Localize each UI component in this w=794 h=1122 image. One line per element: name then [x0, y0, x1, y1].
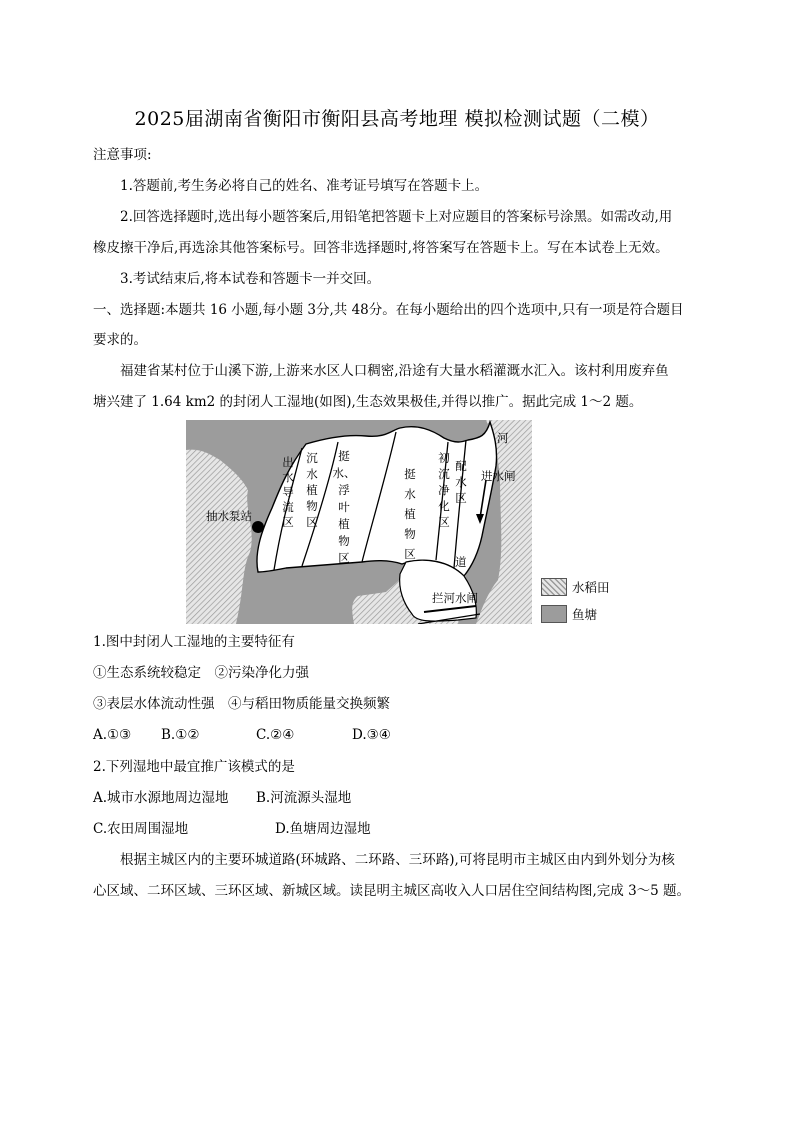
wetland-map: [186, 420, 532, 624]
zone-label-char: 化: [438, 499, 450, 513]
zone-label-char: 初: [438, 451, 450, 465]
road-label: 道: [455, 555, 467, 569]
zone-label-char: 浮: [338, 483, 350, 497]
notice-heading: 注意事项:: [93, 147, 152, 163]
legend-pond-label: 鱼塘: [572, 607, 598, 622]
question-1-stem: 1.图中封闭人工湿地的主要特征有: [93, 634, 295, 650]
passage-1-line-2: 塘兴建了 1.64 km2 的封闭人工湿地(如图),生态效果极佳,并得以推广。据此完成 1～2 题。: [93, 394, 643, 410]
pump-station-label: 抽水泵站: [206, 509, 252, 523]
zone-label-char: 植: [404, 507, 416, 521]
notice-item-2-line-1: 2.回答选择题时,选出每小题答案后,用铅笔把答题卡上对应题目的答案标号涂黑。如需改动,用: [120, 209, 673, 225]
zone-label-char: 水: [455, 475, 467, 489]
zone-label-char: 水: [404, 487, 416, 501]
zone-label-char: 挺: [404, 467, 416, 481]
zone-label-char: 导: [282, 485, 294, 499]
page-title: 2025届湖南省衡阳市衡阳县高考地理 模拟检测试题（二模）: [134, 108, 660, 130]
zone-label-char: 物: [404, 527, 416, 541]
zone-label-char: 水: [306, 467, 318, 481]
zone-label-char: 出: [282, 455, 294, 469]
zone-label-char: 区: [306, 515, 318, 529]
zone-label-char: 水、: [332, 466, 356, 480]
zone-label-char: 物: [306, 499, 318, 513]
zone-label-char: 区: [404, 547, 416, 561]
notice-item-3: 3.考试结束后,将本试卷和答题卡一并交回。: [120, 271, 381, 287]
zone-label-char: 植: [306, 483, 318, 497]
section-heading-line-2: 要求的。: [93, 332, 147, 348]
notice-item-1: 1.答题前,考生务必将自己的姓名、准考证号填写在答题卡上。: [120, 178, 489, 194]
dam-gate-label: 拦河水闸: [432, 591, 478, 605]
zone-label-char: 净: [438, 483, 450, 497]
question-2-choice-d[interactable]: D.鱼塘周边湿地: [275, 821, 371, 837]
inlet-gate-label: 进水闸: [481, 469, 516, 483]
passage-1-line-1: 福建省某村位于山溪下游,上游来水区人口稠密,沿途有大量水稻灌溉水汇入。该村利用废弃鱼: [120, 363, 669, 379]
notice-item-2-line-2: 橡皮擦干净后,再选涂其他答案标号。回答非选择题时,将答案写在答题卡上。写在本试卷上无效。: [93, 240, 669, 256]
zone-label-char: 挺: [338, 449, 350, 463]
question-2-choice-a[interactable]: A.城市水源地周边湿地: [93, 790, 229, 806]
legend-paddy-label: 水稻田: [572, 580, 610, 595]
river-label: 河: [497, 431, 509, 445]
legend-pond-swatch: [541, 605, 567, 623]
zone-label-char: 沉: [438, 467, 450, 481]
zone-label-outflow: [282, 455, 294, 529]
zone-label-char: 水: [282, 470, 294, 484]
zone-label-char: 区: [438, 515, 450, 529]
zone-label-char: 区: [455, 491, 467, 505]
question-2-choice-c[interactable]: C.农田周围湿地: [93, 821, 189, 837]
zone-label-char: 叶: [338, 500, 350, 514]
question-1-choice-c[interactable]: C.②④: [256, 727, 295, 743]
question-1-choice-d[interactable]: D.③④: [352, 727, 391, 743]
zone-label-char: 配: [455, 459, 467, 473]
pump-station-marker: [252, 521, 264, 533]
section-heading-line-1: 一、选择题:本题共 16 小题,每小题 3分,共 48分。在每小题给出的四个选项中,只有一项是符合题目: [93, 302, 684, 318]
zone-label-char: 区: [338, 551, 350, 565]
zone-label-char: 区: [282, 515, 294, 529]
passage-2-line-2: 心区域、二环区域、三环区域、新城区域。读昆明主城区高收入人口居住空间结构图,完成 3～5 题。: [93, 883, 691, 899]
question-1-options-line-1: ①生态系统较稳定 ②污染净化力强: [93, 665, 309, 681]
zone-label-distribution: [455, 459, 467, 505]
question-1-options-line-2: ③表层水体流动性强 ④与稻田物质能量交换频繁: [93, 696, 390, 712]
question-2-choice-b[interactable]: B.河流源头湿地: [256, 790, 352, 806]
zone-label-char: 流: [282, 500, 294, 514]
zone-label-char: 植: [338, 517, 350, 531]
zone-label-char: 沉: [306, 451, 318, 465]
passage-2-line-1: 根据主城区内的主要环城道路(环城路、二环路、三环路),可将昆明市主城区由内到外划分为核: [120, 852, 675, 868]
question-1-choice-a[interactable]: A.①③: [93, 727, 132, 743]
zone-label-char: 物: [338, 534, 350, 548]
zone-label-primary: [438, 451, 450, 529]
legend-paddy-swatch: [541, 578, 567, 596]
zone-label-submerged: [306, 451, 318, 529]
question-2-stem: 2.下列湿地中最宜推广该模式的是: [93, 759, 295, 775]
question-1-choice-b[interactable]: B.①②: [161, 727, 200, 743]
